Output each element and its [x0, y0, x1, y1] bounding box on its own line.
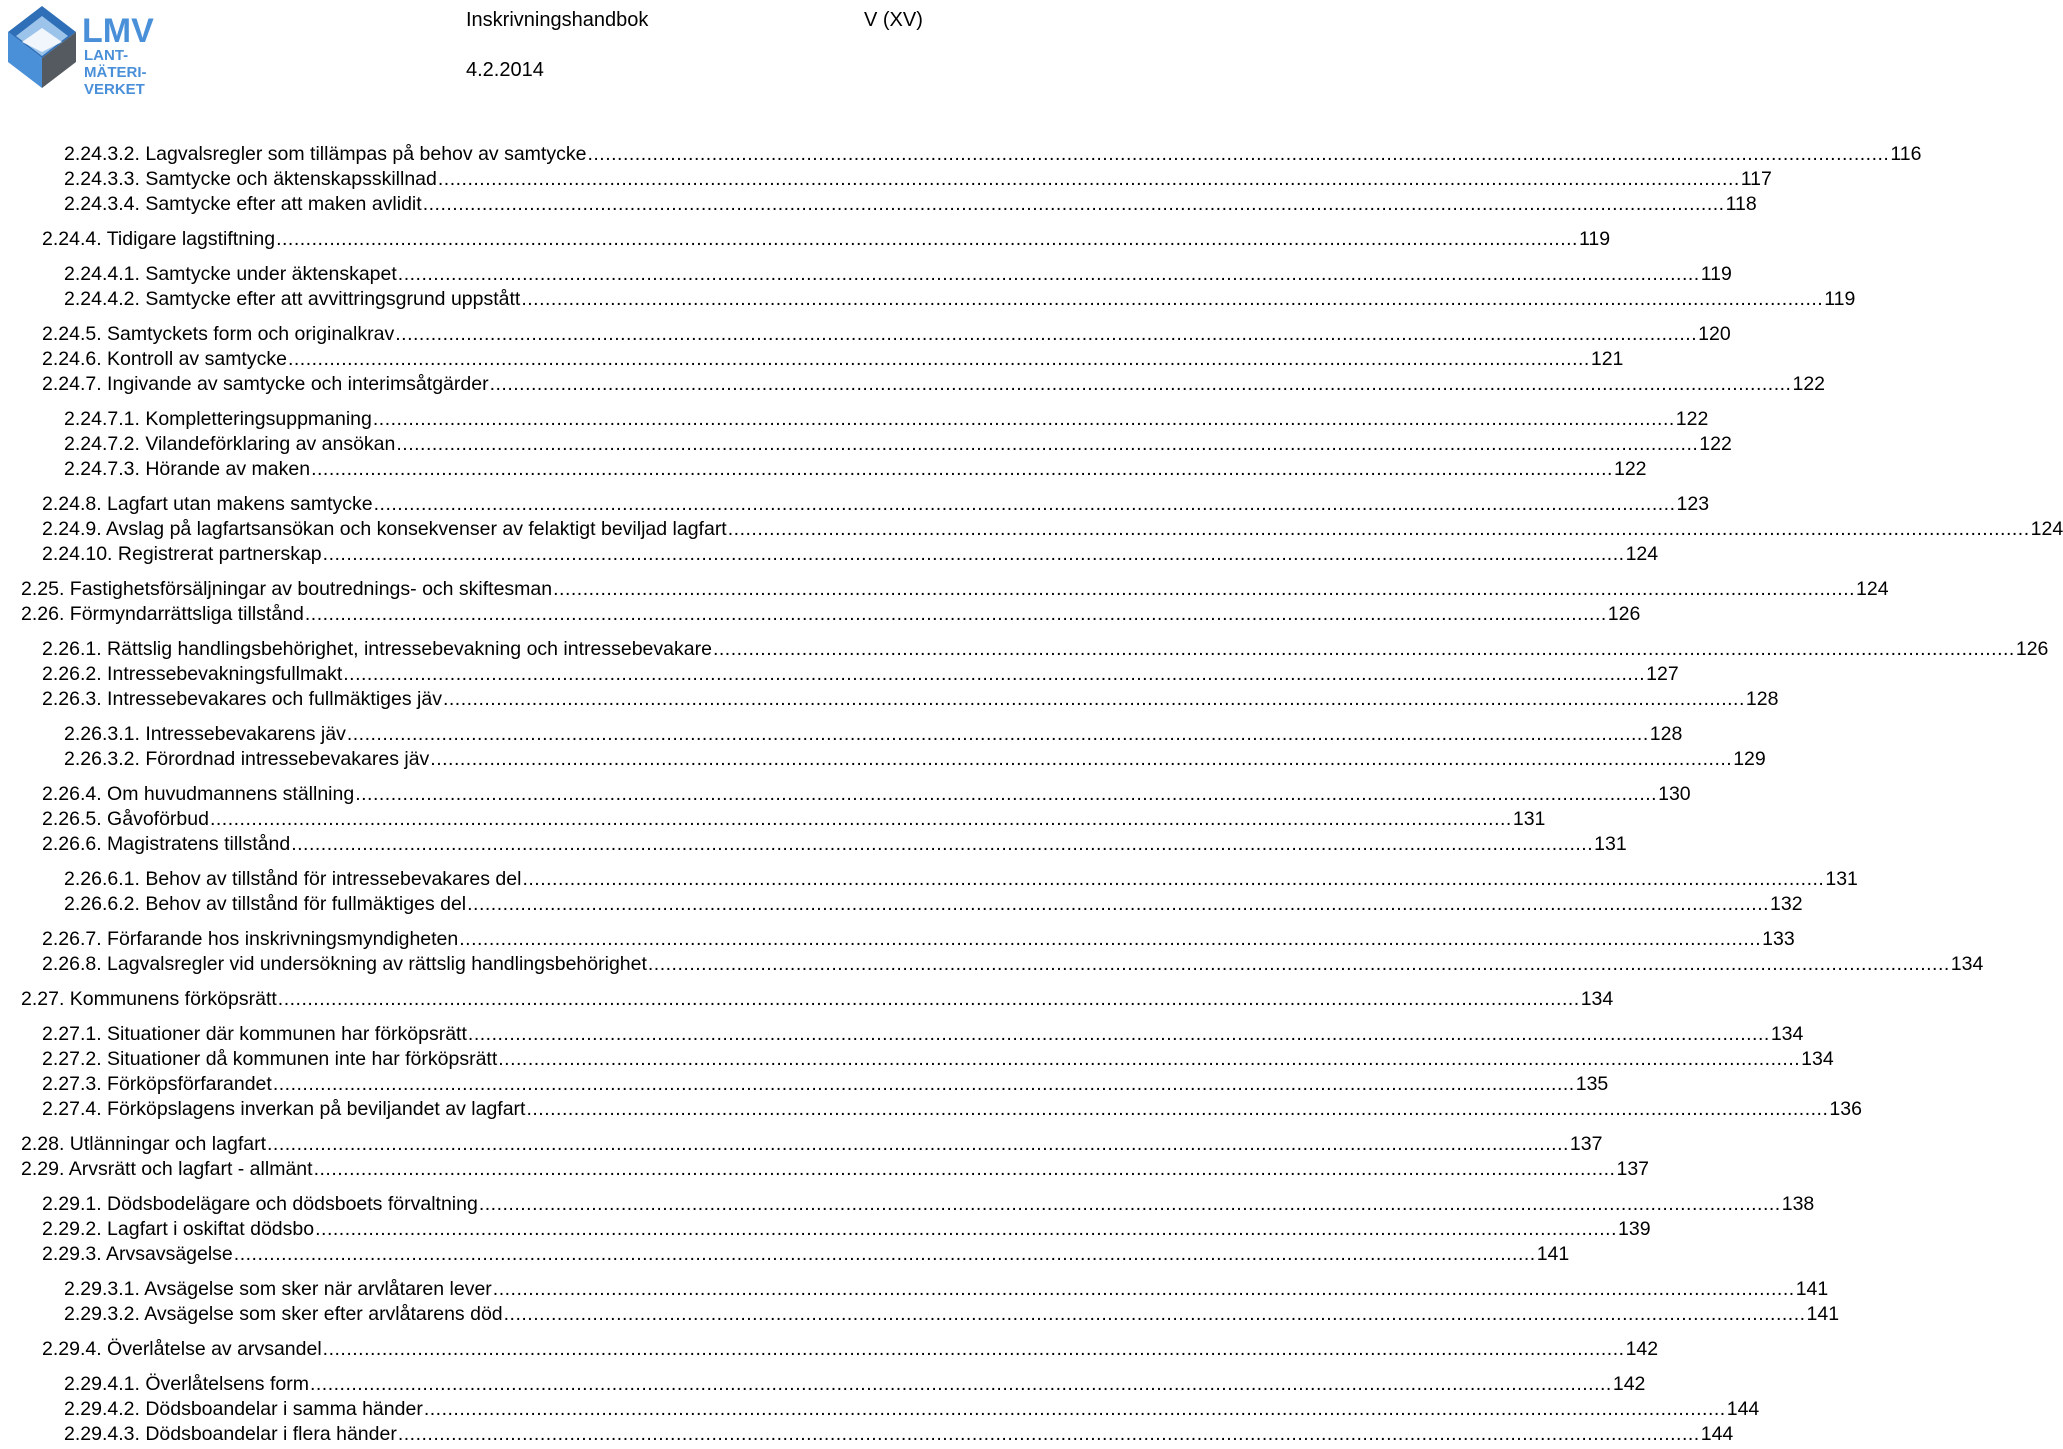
toc-entry-title: 2.27.4. Förköpslagens inverkan på beviljandet av lagfart [42, 1098, 526, 1120]
toc-entry[interactable] [64, 891, 1803, 917]
svg-text:MÄTERI-: MÄTERI- [84, 64, 147, 81]
toc-entry[interactable] [64, 166, 1772, 192]
toc-entry-page: 137 [1569, 1133, 1603, 1155]
toc-entry-title: 2.25. Fastighetsförsäljningar av boutrednings- och skiftesman [21, 578, 553, 600]
toc-entry-page: 137 [1616, 1158, 1650, 1180]
toc-entry-title: 2.26.7. Förfarande hos inskrivningsmyndigheten [42, 928, 459, 950]
toc-entry-page: 119 [1824, 288, 1856, 310]
toc-entry[interactable] [64, 1421, 1734, 1447]
toc-dot-leader: ............................................................................................................................................................................................................................ [437, 168, 1740, 190]
toc-entry[interactable] [42, 806, 1546, 832]
toc-entry-title: 2.29.1. Dödsbodelägare och dödsboets förvaltning [42, 1193, 478, 1215]
toc-entry-title: 2.26.5. Gåvoförbud [42, 808, 209, 830]
toc-entry[interactable] [21, 1131, 1603, 1157]
toc-dot-leader: ............................................................................................................................................................................................................................ [267, 1133, 1569, 1155]
toc-dot-leader: ............................................................................................................................................................................................................................ [343, 663, 1646, 685]
toc-dot-leader: ............................................................................................................................................................................................................................ [209, 808, 1512, 830]
toc-entry-title: 2.24.10. Registrerat partnerskap [42, 543, 322, 565]
toc-entry-title: 2.29.4.2. Dödsboandelar i samma händer [64, 1398, 423, 1420]
toc-dot-leader: ............................................................................................................................................................................................................................ [647, 953, 1950, 975]
toc-entry-page: 133 [1762, 928, 1795, 950]
toc-entry[interactable] [64, 141, 1922, 167]
toc-entry-title: 2.24.7.3. Hörande av maken [64, 458, 311, 480]
toc-entry[interactable] [64, 721, 1683, 747]
toc-entry[interactable] [42, 1021, 1804, 1047]
toc-dot-leader: ............................................................................................................................................................................................................................ [373, 493, 1676, 515]
toc-dot-leader: ............................................................................................................................................................................................................................ [478, 1193, 1781, 1215]
toc-entry[interactable] [64, 866, 1858, 892]
toc-entry-page: 122 [1699, 433, 1732, 455]
toc-dot-leader: ............................................................................................................................................................................................................................ [503, 1303, 1806, 1325]
toc-entry-page: 141 [1536, 1243, 1570, 1265]
document-date: 4.2.2014 [466, 59, 544, 81]
toc-entry-title: 2.29.4. Överlåtelse av arvsandel [42, 1338, 322, 1360]
toc-entry-title: 2.28. Utlänningar och lagfart [21, 1133, 266, 1155]
toc-entry-page: 134 [1950, 953, 1984, 975]
toc-entry-page: 134 [1801, 1048, 1834, 1070]
toc-entry-title: 2.24.4.2. Samtycke efter att avvittringsgrund uppstått [64, 288, 521, 310]
toc-entry-title: 2.26.6. Magistratens tillstånd [42, 833, 291, 855]
toc-entry-title: 2.24.3.4. Samtycke efter att maken avlidit [64, 193, 422, 215]
toc-entry-page: 124 [1856, 578, 1889, 600]
lantmateriverket-logo [2, 2, 172, 98]
toc-entry[interactable] [64, 456, 1647, 482]
toc-entry[interactable] [42, 636, 2049, 662]
toc-entry-page: 136 [1829, 1098, 1862, 1120]
toc-entry-title: 2.24.9. Avslag på lagfartsansökan och konsekvenser av felaktigt beviljad lagfart [42, 518, 727, 540]
toc-entry-page: 138 [1781, 1193, 1815, 1215]
toc-entry-title: 2.29.3. Arvsavsägelse [42, 1243, 233, 1265]
toc-entry-page: 128 [1745, 688, 1779, 710]
toc-dot-leader: ............................................................................................................................................................................................................................ [277, 988, 1580, 1010]
toc-entry-page: 142 [1625, 1338, 1659, 1360]
toc-entry-title: 2.24.7. Ingivande av samtycke och interimsåtgärder [42, 373, 489, 395]
toc-entry-title: 2.26.4. Om huvudmannens ställning [42, 783, 355, 805]
svg-text:LMV: LMV [82, 12, 154, 50]
toc-entry-page: 134 [1580, 988, 1614, 1010]
toc-dot-leader: ............................................................................................................................................................................................................................ [311, 458, 1613, 480]
toc-entry-title: 2.26. Förmyndarrättsliga tillstånd [21, 603, 304, 625]
toc-entry-page: 139 [1618, 1218, 1651, 1240]
toc-dot-leader: ............................................................................................................................................................................................................................ [422, 193, 1725, 215]
toc-entry[interactable] [42, 371, 1826, 397]
toc-entry[interactable] [42, 541, 1659, 567]
svg-text:LANT-: LANT- [84, 47, 129, 64]
toc-entry-title: 2.24.6. Kontroll av samtycke [42, 348, 287, 370]
toc-entry[interactable] [21, 601, 1641, 627]
toc-entry-page: 119 [1700, 263, 1732, 285]
toc-entry-title: 2.26.3.2. Förordnad intressebevakares jäv [64, 748, 430, 770]
toc-entry[interactable] [64, 191, 1757, 217]
toc-entry[interactable] [42, 1071, 1609, 1097]
toc-entry-page: 126 [1607, 603, 1641, 625]
toc-entry[interactable] [64, 261, 1732, 287]
toc-entry-title: 2.24.4.1. Samtycke under äktenskapet [64, 263, 397, 285]
toc-dot-leader: ............................................................................................................................................................................................................................ [397, 1423, 1700, 1445]
toc-entry-page: 131 [1825, 868, 1858, 890]
toc-dot-leader: ............................................................................................................................................................................................................................ [423, 1398, 1726, 1420]
toc-dot-leader: ............................................................................................................................................................................................................................ [304, 603, 1607, 625]
toc-entry-page: 131 [1512, 808, 1546, 830]
toc-entry-page: 116 [1890, 143, 1922, 165]
toc-entry[interactable] [42, 1336, 1659, 1362]
toc-entry[interactable] [42, 951, 1984, 977]
toc-entry-page: 122 [1792, 373, 1826, 395]
toc-entry-page: 141 [1795, 1278, 1829, 1300]
toc-dot-leader: ............................................................................................................................................................................................................................ [322, 543, 1625, 565]
toc-entry-title: 2.27.1. Situationer där kommunen har förköpsrätt [42, 1023, 467, 1045]
toc-entry[interactable] [64, 431, 1732, 457]
toc-entry[interactable] [42, 1096, 1862, 1122]
toc-dot-leader: ............................................................................................................................................................................................................................ [430, 748, 1733, 770]
toc-entry-page: 144 [1700, 1423, 1734, 1445]
toc-entry-title: 2.29.4.1. Överlåtelsens form [64, 1373, 309, 1395]
toc-entry-page: 132 [1770, 893, 1803, 915]
toc-entry[interactable] [42, 1191, 1815, 1217]
toc-entry-page: 141 [1806, 1303, 1840, 1325]
toc-entry[interactable] [42, 321, 1731, 347]
toc-dot-leader: ............................................................................................................................................................................................................................ [521, 288, 1824, 310]
toc-entry-title: 2.26.6.2. Behov av tillstånd för fullmäktiges del [64, 893, 467, 915]
toc-entry-title: 2.26.1. Rättslig handlingsbehörighet, intressebevakning och intressebevakare [42, 638, 712, 660]
toc-dot-leader: ............................................................................................................................................................................................................................ [467, 1023, 1770, 1045]
toc-entry-page: 131 [1594, 833, 1627, 855]
toc-entry[interactable] [42, 781, 1691, 807]
toc-entry-page: 122 [1675, 408, 1709, 430]
toc-entry[interactable] [42, 926, 1795, 952]
toc-entry-page: 123 [1676, 493, 1710, 515]
toc-entry[interactable] [64, 1371, 1646, 1397]
toc-dot-leader: ............................................................................................................................................................................................................................ [442, 688, 1745, 710]
toc-entry-page: 117 [1740, 168, 1772, 190]
toc-entry[interactable] [42, 226, 1611, 252]
toc-entry-page: 118 [1725, 193, 1757, 215]
toc-dot-leader: ............................................................................................................................................................................................................................ [553, 578, 1856, 600]
toc-entry-title: 2.29.3.1. Avsägelse som sker när arvlåtaren lever [64, 1278, 492, 1300]
toc-dot-leader: ............................................................................................................................................................................................................................ [712, 638, 2015, 660]
toc-dot-leader: ............................................................................................................................................................................................................................ [322, 1338, 1625, 1360]
toc-entry-page: 130 [1658, 783, 1691, 805]
toc-entry-title: 2.24.7.2. Vilandeförklaring av ansökan [64, 433, 396, 455]
toc-dot-leader: ............................................................................................................................................................................................................................ [346, 723, 1649, 745]
toc-entry-page: 121 [1590, 348, 1624, 370]
toc-entry-page: 124 [1625, 543, 1659, 565]
toc-entry[interactable] [64, 1276, 1829, 1302]
toc-dot-leader: ............................................................................................................................................................................................................................ [233, 1243, 1536, 1265]
page-number: V (XV) [864, 9, 923, 31]
toc-entry[interactable] [42, 346, 1624, 372]
toc-entry-page: 120 [1698, 323, 1731, 345]
toc-dot-leader: ............................................................................................................................................................................................................................ [395, 323, 1698, 345]
toc-entry-page: 127 [1646, 663, 1679, 685]
toc-dot-leader: ............................................................................................................................................................................................................................ [287, 348, 1590, 370]
toc-entry[interactable] [64, 746, 1766, 772]
toc-entry-title: 2.24.5. Samtyckets form och originalkrav [42, 323, 395, 345]
toc-entry-page: 134 [1770, 1023, 1804, 1045]
toc-entry[interactable] [64, 406, 1709, 432]
toc-entry-page: 128 [1649, 723, 1683, 745]
toc-entry-page: 144 [1726, 1398, 1760, 1420]
toc-entry[interactable] [42, 516, 2063, 542]
toc-entry-title: 2.26.3.1. Intressebevakarens jäv [64, 723, 346, 745]
toc-entry[interactable] [64, 1396, 1760, 1422]
document-title: Inskrivningshandbok [466, 9, 649, 31]
toc-dot-leader: ............................................................................................................................................................................................................................ [276, 228, 1578, 250]
toc-entry[interactable] [42, 686, 1779, 712]
toc-entry[interactable] [42, 491, 1710, 517]
toc-dot-leader: ............................................................................................................................................................................................................................ [522, 868, 1825, 890]
toc-entry-page: 142 [1612, 1373, 1646, 1395]
toc-dot-leader: ............................................................................................................................................................................................................................ [315, 1218, 1618, 1240]
toc-dot-leader: ............................................................................................................................................................................................................................ [355, 783, 1658, 805]
toc-dot-leader: ............................................................................................................................................................................................................................ [309, 1373, 1612, 1395]
toc-entry-title: 2.29.3.2. Avsägelse som sker efter arvlåtarens död [64, 1303, 503, 1325]
toc-entry-title: 2.26.8. Lagvalsregler vid undersökning av rättslig handlingsbehörighet [42, 953, 647, 975]
toc-dot-leader: ............................................................................................................................................................................................................................ [291, 833, 1594, 855]
toc-dot-leader: ............................................................................................................................................................................................................................ [526, 1098, 1829, 1120]
toc-entry[interactable] [21, 1156, 1650, 1182]
toc-entry[interactable] [42, 1046, 1834, 1072]
toc-dot-leader: ............................................................................................................................................................................................................................ [459, 928, 1762, 950]
toc-entry-title: 2.27.3. Förköpsförfarandet [42, 1073, 272, 1095]
toc-dot-leader: ............................................................................................................................................................................................................................ [313, 1158, 1616, 1180]
toc-dot-leader: ............................................................................................................................................................................................................................ [498, 1048, 1801, 1070]
toc-entry-title: 2.24.3.2. Lagvalsregler som tillämpas på behov av samtycke [64, 143, 587, 165]
toc-dot-leader: ............................................................................................................................................................................................................................ [489, 373, 1792, 395]
toc-dot-leader: ............................................................................................................................................................................................................................ [397, 263, 1700, 285]
toc-entry[interactable] [42, 1241, 1570, 1267]
toc-entry-page: 122 [1613, 458, 1647, 480]
toc-entry-title: 2.26.6.1. Behov av tillstånd för intressebevakares del [64, 868, 522, 890]
toc-entry-page: 135 [1575, 1073, 1609, 1095]
toc-entry[interactable] [21, 576, 1889, 602]
toc-entry-title: 2.29.2. Lagfart i oskiftat dödsbo [42, 1218, 315, 1240]
toc-entry[interactable] [64, 286, 1856, 312]
toc-entry-page: 119 [1578, 228, 1611, 250]
toc-entry-title: 2.24.8. Lagfart utan makens samtycke [42, 493, 373, 515]
toc-dot-leader: ............................................................................................................................................................................................................................ [467, 893, 1770, 915]
toc-entry-title: 2.26.2. Intressebevakningsfullmakt [42, 663, 343, 685]
toc-entry-page: 126 [2015, 638, 2049, 660]
toc-entry-title: 2.26.3. Intressebevakares och fullmäktiges jäv [42, 688, 442, 710]
toc-dot-leader: ............................................................................................................................................................................................................................ [587, 143, 1890, 165]
toc-entry[interactable] [42, 661, 1679, 687]
toc-entry-title: 2.29. Arvsrätt och lagfart - allmänt [21, 1158, 313, 1180]
toc-dot-leader: ............................................................................................................................................................................................................................ [272, 1073, 1575, 1095]
toc-entry-title: 2.27.2. Situationer då kommunen inte har förköpsrätt [42, 1048, 498, 1070]
toc-dot-leader: ............................................................................................................................................................................................................................ [492, 1278, 1795, 1300]
toc-entry-page: 124 [2030, 518, 2063, 540]
toc-entry-title: 2.29.4.3. Dödsboandelar i flera händer [64, 1423, 397, 1445]
toc-entry-title: 2.24.4. Tidigare lagstiftning [42, 228, 276, 250]
toc-entry-title: 2.27. Kommunens förköpsrätt [21, 988, 277, 1010]
toc-dot-leader: ............................................................................................................................................................................................................................ [396, 433, 1699, 455]
toc-entry[interactable] [42, 831, 1627, 857]
toc-entry-title: 2.24.3.3. Samtycke och äktenskapsskillnad [64, 168, 437, 190]
svg-text:VERKET: VERKET [84, 81, 145, 98]
toc-entry-title: 2.24.7.1. Kompletteringsuppmaning [64, 408, 372, 430]
toc-dot-leader: ............................................................................................................................................................................................................................ [727, 518, 2030, 540]
toc-entry-page: 129 [1733, 748, 1766, 770]
toc-dot-leader: ............................................................................................................................................................................................................................ [372, 408, 1675, 430]
toc-entry[interactable] [21, 986, 1614, 1012]
toc-entry[interactable] [64, 1301, 1840, 1327]
toc-entry[interactable] [42, 1216, 1651, 1242]
